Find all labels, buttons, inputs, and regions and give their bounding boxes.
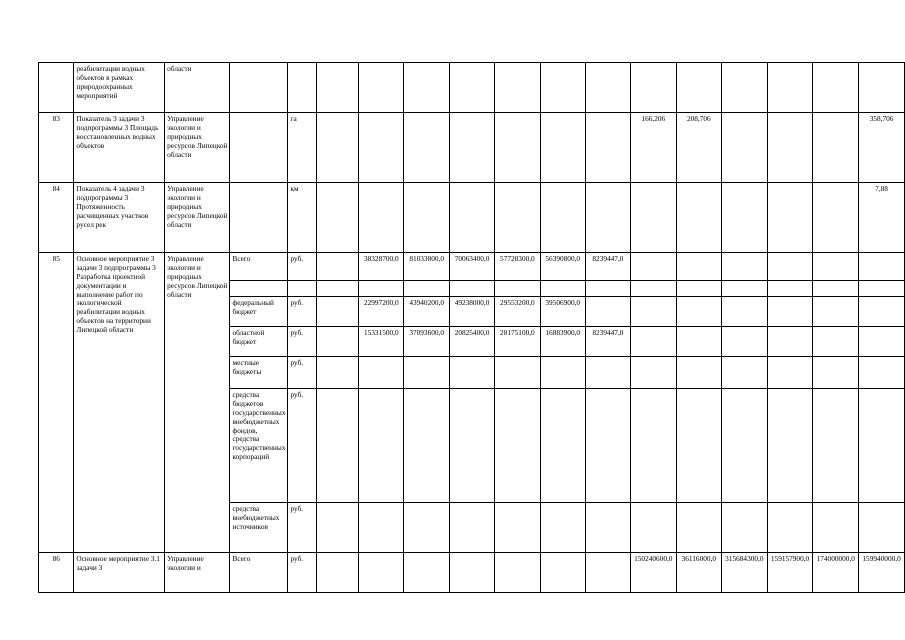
value-cell	[630, 503, 676, 553]
unit-cell	[288, 281, 317, 297]
value-cell	[585, 63, 630, 113]
value-cell	[676, 63, 721, 113]
unit-cell: руб.	[288, 389, 317, 503]
row-executor: Управление экологии и природных ресурсов Липецкой области	[165, 183, 230, 253]
value-cell	[359, 357, 404, 389]
value-cell	[449, 503, 494, 553]
value-cell	[404, 357, 449, 389]
value-cell	[859, 281, 905, 297]
table-row	[39, 253, 905, 281]
value-cell	[721, 113, 767, 183]
value-cell	[449, 63, 494, 113]
value-cell	[767, 503, 813, 553]
row-name: Основное мероприятие 3 задачи 3 подпрограммы 3 Разработка проектной документации и выполнение работ по экологической реабилитации водных объектов на территории Липецкой области	[74, 253, 165, 553]
value-cell	[676, 327, 721, 357]
row-executor: Управление экологии и	[165, 553, 230, 593]
table-row	[39, 113, 905, 183]
value-cell: 166,206	[630, 113, 676, 183]
value-cell: 28175100,0	[495, 327, 540, 357]
value-cell	[404, 63, 449, 113]
row-name: реабилитации водных объектов в рамках природоохранных мероприятий	[74, 63, 165, 113]
funding-source: областной бюджет	[230, 327, 288, 357]
value-cell	[767, 253, 813, 281]
unit-cell: руб.	[288, 503, 317, 553]
value-cell: 81033800,0	[404, 253, 449, 281]
value-cell	[813, 113, 859, 183]
value-cell	[721, 327, 767, 357]
value-cell	[767, 327, 813, 357]
value-cell	[449, 183, 494, 253]
table-row	[39, 63, 905, 113]
value-cell: 70063400,0	[449, 253, 494, 281]
funding-source: федеральный бюджет	[230, 297, 288, 327]
value-cell: 208,706	[676, 113, 721, 183]
value-cell	[859, 63, 905, 113]
value-cell	[404, 113, 449, 183]
unit-cell: руб.	[288, 297, 317, 327]
value-cell	[721, 183, 767, 253]
funding-source: средства внебюджетных источников	[230, 503, 288, 553]
value-cell: 49238000,0	[449, 297, 494, 327]
value-cell	[359, 503, 404, 553]
value-cell	[495, 183, 540, 253]
value-cell	[449, 357, 494, 389]
table-row	[39, 553, 905, 593]
value-cell	[721, 503, 767, 553]
value-cell	[767, 389, 813, 503]
value-cell	[676, 281, 721, 297]
value-cell	[585, 503, 630, 553]
row-executor: области	[165, 63, 230, 113]
value-cell	[404, 389, 449, 503]
value-cell: 20825400,0	[449, 327, 494, 357]
row-number: 85	[39, 253, 74, 553]
value-cell	[540, 183, 585, 253]
value-cell	[359, 63, 404, 113]
value-cell	[317, 327, 359, 357]
funding-source: местные бюджеты	[230, 357, 288, 389]
value-cell	[540, 281, 585, 297]
value-cell	[449, 553, 494, 593]
value-cell	[585, 389, 630, 503]
value-cell	[859, 357, 905, 389]
value-cell	[859, 253, 905, 281]
value-cell	[540, 553, 585, 593]
value-cell	[721, 389, 767, 503]
value-cell: 39506900,0	[540, 297, 585, 327]
value-cell	[495, 503, 540, 553]
unit-cell: руб.	[288, 357, 317, 389]
value-cell	[676, 357, 721, 389]
data-table	[38, 62, 905, 593]
value-cell	[317, 553, 359, 593]
value-cell	[585, 357, 630, 389]
value-cell: 8239447,0	[585, 253, 630, 281]
value-cell	[630, 63, 676, 113]
value-cell	[404, 183, 449, 253]
value-cell	[859, 297, 905, 327]
value-cell: 43940200,0	[404, 297, 449, 327]
value-cell	[317, 253, 359, 281]
value-cell	[630, 253, 676, 281]
value-cell	[813, 281, 859, 297]
value-cell: 159157900,0	[767, 553, 813, 593]
value-cell	[859, 327, 905, 357]
funding-source	[230, 281, 288, 297]
value-cell	[676, 503, 721, 553]
value-cell	[359, 183, 404, 253]
value-cell: 16883900,0	[540, 327, 585, 357]
value-cell	[449, 281, 494, 297]
value-cell	[540, 503, 585, 553]
value-cell	[676, 297, 721, 327]
value-cell	[317, 503, 359, 553]
value-cell: 36116000,0	[676, 553, 721, 593]
value-cell	[317, 297, 359, 327]
value-cell	[813, 253, 859, 281]
value-cell	[404, 553, 449, 593]
value-cell	[317, 63, 359, 113]
value-cell	[630, 327, 676, 357]
value-cell	[317, 183, 359, 253]
row-number: 86	[39, 553, 74, 593]
funding-source	[230, 113, 288, 183]
unit-cell: руб.	[288, 253, 317, 281]
value-cell	[630, 389, 676, 503]
funding-source: Всего	[230, 553, 288, 593]
value-cell: 159940000,0	[859, 553, 905, 593]
value-cell	[585, 113, 630, 183]
value-cell	[317, 113, 359, 183]
value-cell	[767, 357, 813, 389]
value-cell	[859, 503, 905, 553]
value-cell	[359, 553, 404, 593]
value-cell	[359, 113, 404, 183]
value-cell	[404, 281, 449, 297]
value-cell	[767, 113, 813, 183]
value-cell	[630, 281, 676, 297]
value-cell	[495, 281, 540, 297]
row-number: 84	[39, 183, 74, 253]
value-cell: 7,88	[859, 183, 905, 253]
value-cell	[813, 183, 859, 253]
value-cell	[767, 281, 813, 297]
value-cell	[813, 327, 859, 357]
value-cell	[676, 389, 721, 503]
row-name: Показатель 4 задачи 3 подпрограммы 3 Протяженность расчищенных участков русел рек	[74, 183, 165, 253]
value-cell	[359, 389, 404, 503]
value-cell	[859, 389, 905, 503]
value-cell	[585, 297, 630, 327]
value-cell	[676, 183, 721, 253]
value-cell	[630, 357, 676, 389]
value-cell	[813, 389, 859, 503]
unit-cell	[288, 63, 317, 113]
value-cell: 56390800,0	[540, 253, 585, 281]
row-name: Показатель 3 задачи 3 подпрограммы 3 Площадь восстановленных водных объектов	[74, 113, 165, 183]
value-cell	[585, 281, 630, 297]
row-name: Основное мероприятие 3.1 задачи 3	[74, 553, 165, 593]
value-cell: 15331500,0	[359, 327, 404, 357]
value-cell	[540, 389, 585, 503]
row-number: 83	[39, 113, 74, 183]
value-cell	[630, 183, 676, 253]
value-cell	[721, 63, 767, 113]
value-cell	[495, 113, 540, 183]
row-number	[39, 63, 74, 113]
value-cell	[721, 281, 767, 297]
value-cell	[721, 357, 767, 389]
value-cell: 315684300,0	[721, 553, 767, 593]
value-cell	[813, 297, 859, 327]
funding-source: Всего	[230, 253, 288, 281]
table-row	[39, 183, 905, 253]
funding-source	[230, 183, 288, 253]
value-cell	[585, 553, 630, 593]
value-cell	[630, 297, 676, 327]
value-cell	[813, 357, 859, 389]
value-cell	[449, 113, 494, 183]
value-cell	[359, 281, 404, 297]
value-cell	[495, 63, 540, 113]
value-cell	[317, 357, 359, 389]
value-cell	[767, 183, 813, 253]
value-cell: 57728300,0	[495, 253, 540, 281]
unit-cell: руб.	[288, 553, 317, 593]
value-cell	[767, 63, 813, 113]
value-cell	[585, 183, 630, 253]
value-cell	[540, 113, 585, 183]
unit-cell: км	[288, 183, 317, 253]
value-cell	[767, 297, 813, 327]
value-cell	[404, 503, 449, 553]
unit-cell: га	[288, 113, 317, 183]
value-cell: 150240600,0	[630, 553, 676, 593]
row-executor: Управление экологии и природных ресурсов Липецкой области	[165, 253, 230, 553]
value-cell	[317, 389, 359, 503]
unit-cell: руб.	[288, 327, 317, 357]
value-cell: 358,706	[859, 113, 905, 183]
value-cell: 8239447,0	[585, 327, 630, 357]
funding-source: средства бюджетов государственных внебюджетных фондов, средства государственных корпораций	[230, 389, 288, 503]
document-page	[38, 62, 905, 593]
value-cell	[317, 281, 359, 297]
value-cell: 22997200,0	[359, 297, 404, 327]
value-cell	[540, 63, 585, 113]
value-cell	[540, 357, 585, 389]
value-cell: 29553200,0	[495, 297, 540, 327]
value-cell	[721, 297, 767, 327]
value-cell	[813, 503, 859, 553]
value-cell	[495, 357, 540, 389]
funding-source	[230, 63, 288, 113]
value-cell	[813, 63, 859, 113]
value-cell: 38328700,0	[359, 253, 404, 281]
value-cell: 37093600,0	[404, 327, 449, 357]
value-cell	[495, 553, 540, 593]
value-cell	[676, 253, 721, 281]
row-executor: Управление экологии и природных ресурсов Липецкой области	[165, 113, 230, 183]
value-cell: 174000000,0	[813, 553, 859, 593]
value-cell	[721, 253, 767, 281]
value-cell	[495, 389, 540, 503]
value-cell	[449, 389, 494, 503]
